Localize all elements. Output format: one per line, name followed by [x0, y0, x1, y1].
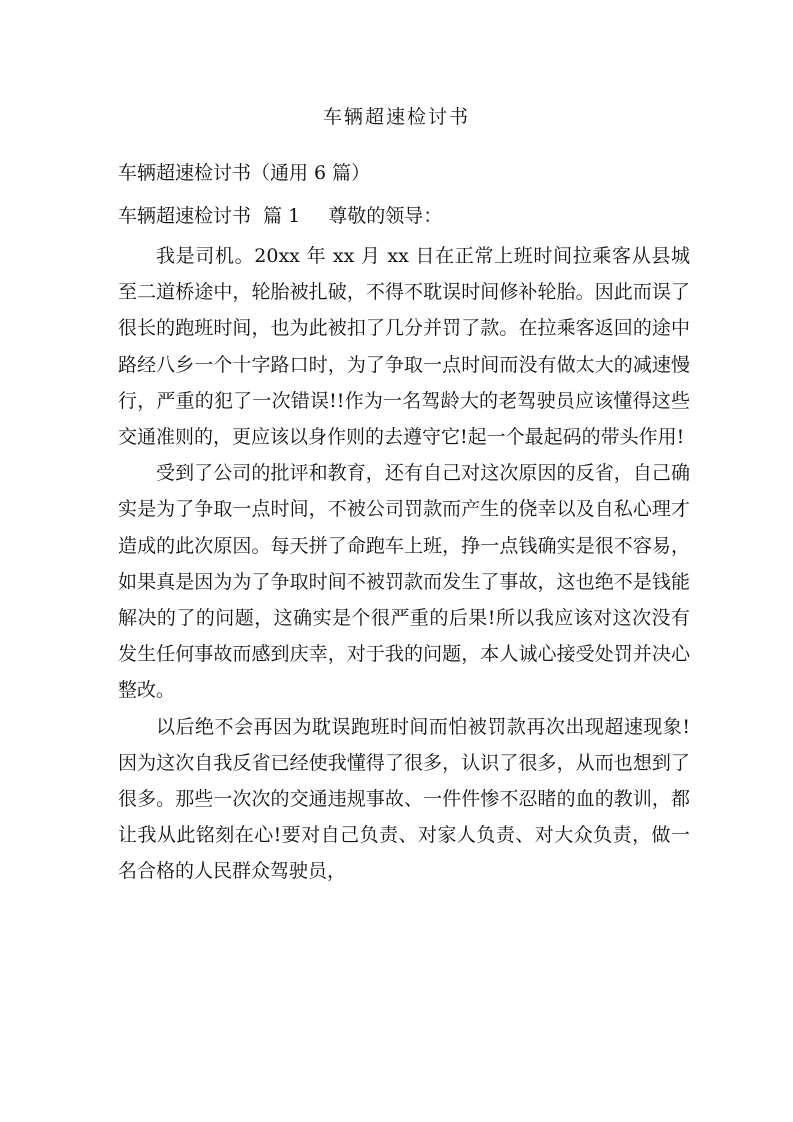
- letter-body: [118, 238, 690, 890]
- salutation: 尊敬的领导：: [328, 205, 443, 227]
- body-paragraph-1: 我是司机。20xx 年 xx 月 xx 日在正常上班时间拉乘客从县城至二道桥途中，轮胎被扎破，不得不耽误时间修补轮胎。因此而误了很长的跑班时间，也为此被扣了几分并罚了款。在拉乘客返回的途中路经八乡一个十字路口时，为了争取一点时间而没有做太大的减速慢行，严重的犯了一次错误!!作为一名驾龄大的老驾驶员应该懂得这些交通准则的，更应该以身作则的去遵守它!起一个最起码的带头作用!: [118, 245, 690, 449]
- body-paragraph-2: 受到了公司的批评和教育，还有自己对这次原因的反省，自己确实是为了争取一点时间，不被公司罚款而产生的侥幸以及自私心理才造成的此次原因。每天拼了命跑车上班，挣一点钱确实是很不容易，如果真是因为为了争取时间不被罚款而发生了事故，这也绝不是钱能解决的了的问题，这确实是个很严重的后果!所以我应该对这次没有发生任何事故而感到庆幸，对于我的问题，本人诚心接受处罚并决心整改。: [118, 462, 690, 702]
- section-header-line: [118, 203, 698, 229]
- document-title: 车辆超速检讨书: [322, 106, 470, 128]
- document-subtitle: 车辆超速检讨书（通用 6 篇）: [118, 162, 371, 184]
- body-paragraph-3: 以后绝不会再因为耽误跑班时间而怕被罚款再次出现超速现象!因为这次自我反省已经使我懂得了很多，认识了很多，从而也想到了很多。那些一次次的交通违规事故、一件件惨不忍睹的血的教训，都让我从此铭刻在心!要对自己负责、对家人负责、对大众负责，做一名合格的人民群众驾驶员，: [118, 715, 690, 883]
- section-label: 车辆超速检讨书 篇 1: [118, 205, 301, 227]
